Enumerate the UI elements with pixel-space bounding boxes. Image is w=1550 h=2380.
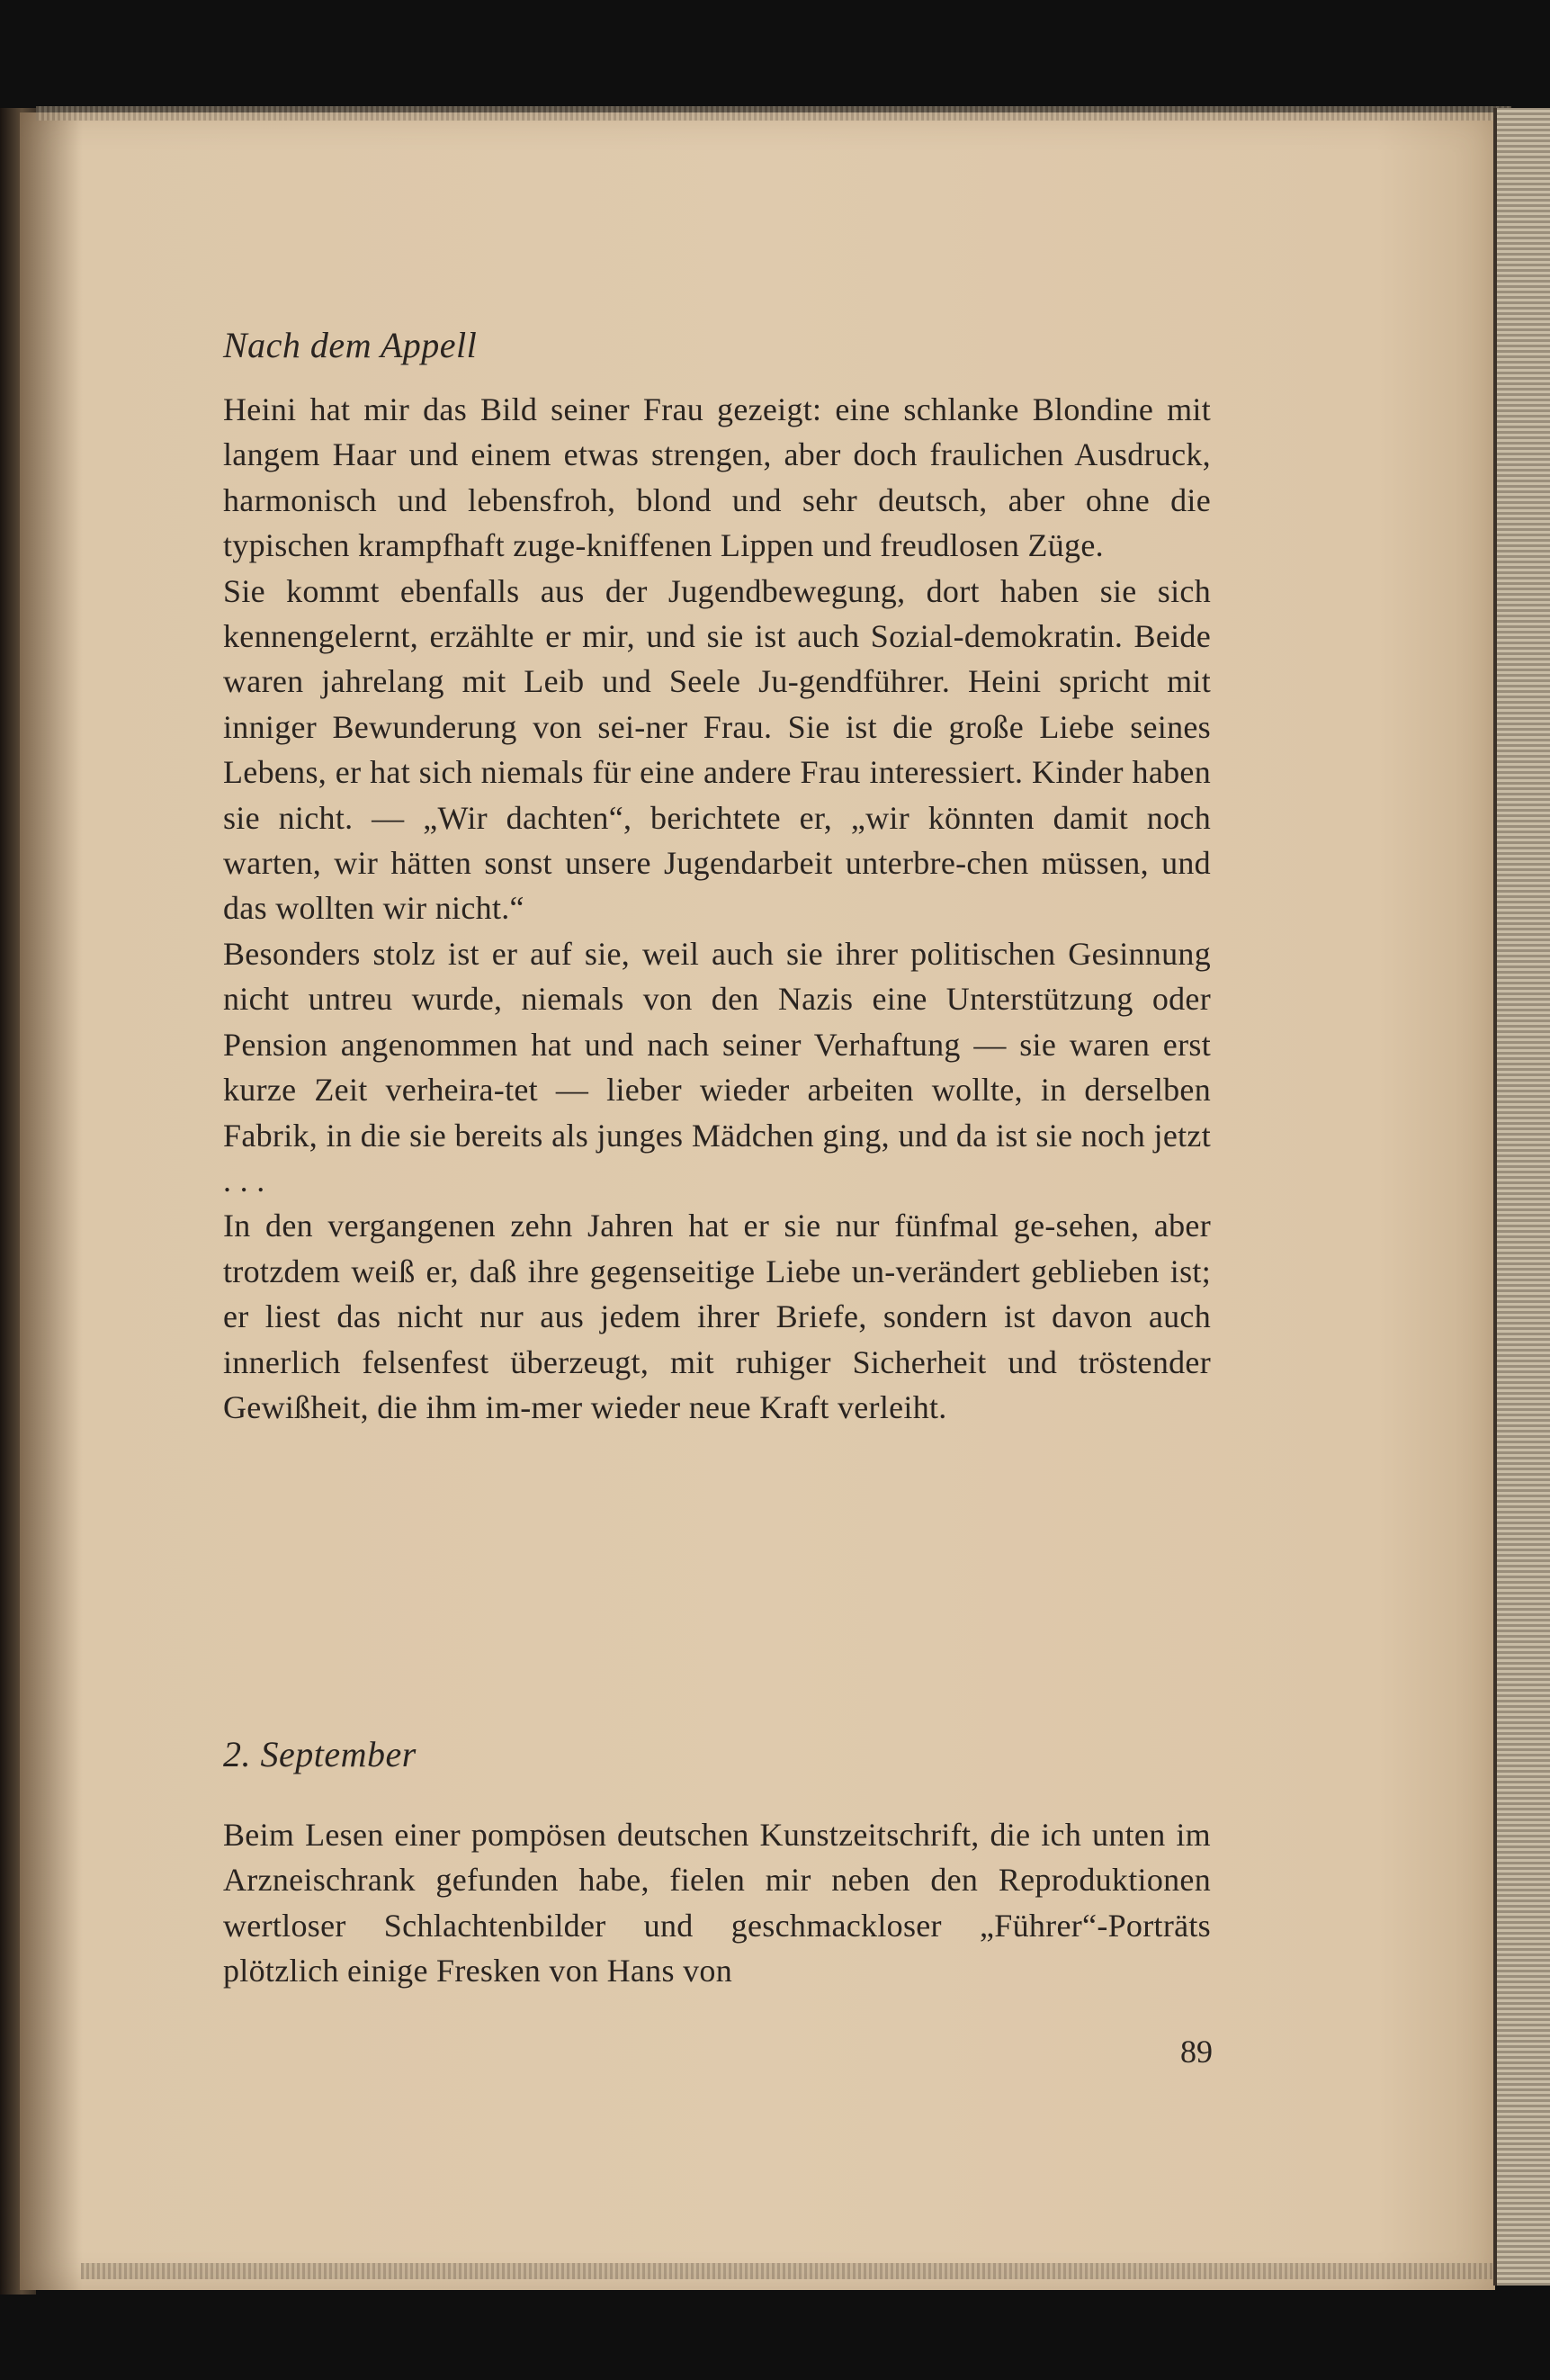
section-2-september	[223, 1733, 1211, 1994]
paragraph: Beim Lesen einer pompösen deutschen Kunstzeitschrift, die ich unten im Arzneischrank gefunden habe, fielen mir neben den Reproduktionen wertloser Schlachtenbilder und geschmackloser „Führer“-Porträts plötzlich einige Fresken von Hans von	[223, 1817, 1211, 1989]
gutter-shadow	[20, 112, 83, 2290]
paragraph: Sie kommt ebenfalls aus der Jugendbewegung, dort haben sie sich kennengelernt, erzählte er mir, und sie ist auch Sozial-demokratin. Beide waren jahrelang mit Leib und Seele Ju-gendführer. Heini spricht mit inniger Bewunderung von sei-ner Frau. Sie ist die große Liebe seines Lebens, er hat sich niemals für eine andere Frau interessiert. Kinder haben sie nicht. — „Wir dachten“, berichtete er, „wir könnten damit noch warten, wir hätten sonst unsere Jugendarbeit unterbre-chen müssen, und das wollten wir nicht.“	[223, 572, 1211, 927]
page-stack-fore-edge	[1493, 108, 1550, 2286]
paragraph: Besonders stolz ist er auf sie, weil auch sie ihrer politischen Gesinnung nicht untreu wurde, niemals von den Nazis eine Unterstützung oder Pension angenommen hat und nach seiner Verhaftung — sie waren erst kurze Zeit verheira-tet — lieber wieder arbeiten wollte, in derselben Fabrik, in die sie bereits als junges Mädchen ging, und da ist sie noch jetzt . . .	[223, 935, 1211, 1199]
section-heading: 2. September	[223, 1734, 417, 1774]
page-top-edge	[36, 106, 1511, 121]
section-heading: Nach dem Appell	[223, 325, 478, 365]
page-bottom-edge	[81, 2263, 1520, 2279]
paragraph: In den vergangenen zehn Jahren hat er sie nur fünfmal ge-sehen, aber trotzdem weiß er, daß ihre gegenseitige Liebe un-verändert geblieben ist; er liest das nicht nur aus jedem ihrer Briefe, sondern ist davon auch innerlich felsenfest überzeugt, mit ruhiger Sicherheit und tröstender Gewißheit, die ihm im-mer wieder neue Kraft verleiht.	[223, 1208, 1211, 1425]
paragraph: Heini hat mir das Bild seiner Frau gezeigt: eine schlanke Blondine mit langem Haar und einem etwas strengen, aber doch fraulichen Ausdruck, harmonisch und lebensfroh, blond und sehr deutsch, aber ohne die typischen krampfhaft zuge-kniffenen Lippen und freudlosen Züge.	[223, 391, 1211, 564]
section-nach-dem-appell	[223, 324, 1211, 1430]
page-number: 89	[1180, 2034, 1213, 2070]
